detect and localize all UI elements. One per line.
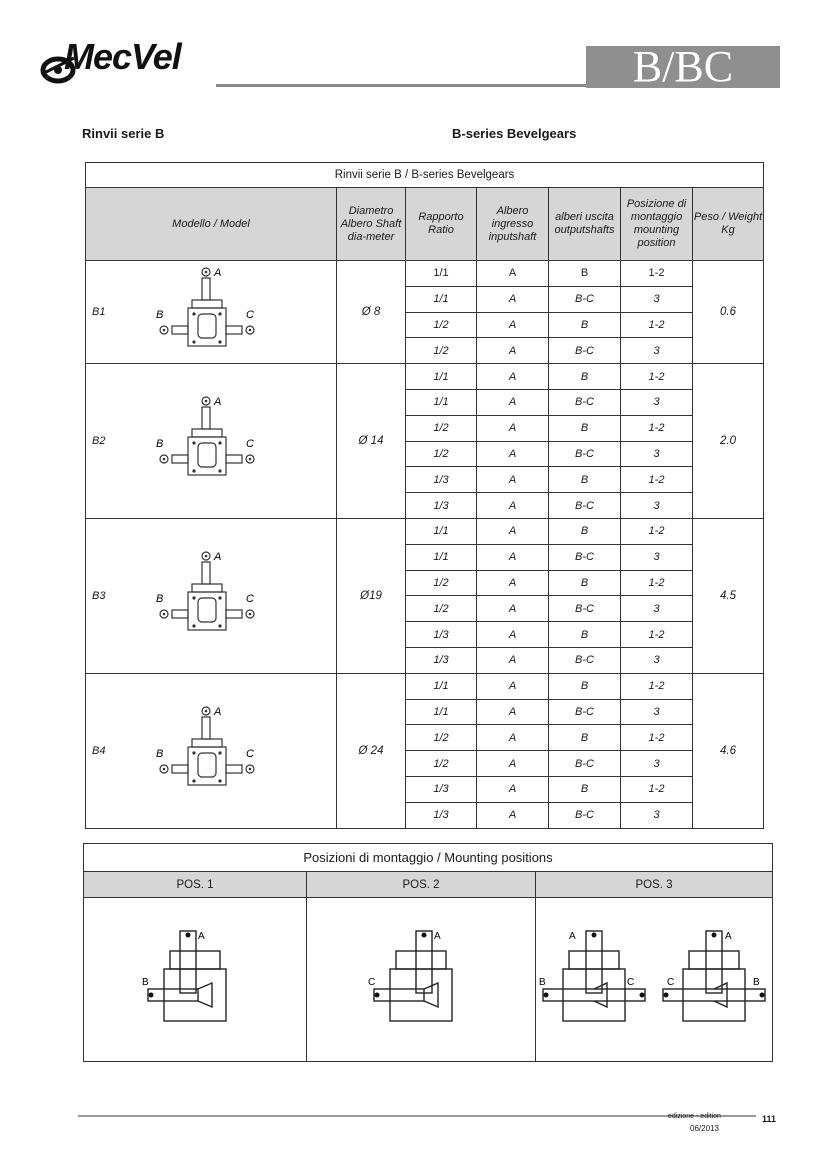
input-shaft-cell: A — [477, 261, 549, 287]
mounting-position-cell: 1-2 — [621, 622, 693, 648]
ratio-cell: 1/2 — [406, 415, 477, 441]
output-shafts-cell: B-C — [549, 389, 621, 415]
pos-3-diagram-cell — [536, 898, 773, 1062]
input-shaft-cell: A — [477, 338, 549, 364]
gearbox-drawing-icon — [152, 395, 262, 487]
subtitle-english: B-series Bevelgears — [452, 126, 577, 141]
mounting-position-cell: 1-2 — [621, 312, 693, 338]
shaft-diameter: Ø 14 — [337, 364, 406, 519]
pos-3-gearbox-diagrams — [539, 927, 769, 1027]
mounting-position-cell: 3 — [621, 802, 693, 828]
output-shafts-cell: B — [549, 415, 621, 441]
mounting-table — [83, 843, 773, 1062]
pos-3b-label-top: A — [725, 931, 732, 942]
ratio-cell: 1/1 — [406, 699, 477, 725]
header-input-shaft: Albero ingresso inputshaft — [477, 188, 549, 261]
ratio-cell: 1/2 — [406, 751, 477, 777]
output-shafts-cell: B-C — [549, 699, 621, 725]
section-code: B/BC — [586, 46, 780, 88]
pos-3b-label-left: C — [667, 977, 675, 988]
model-cell — [86, 673, 337, 828]
mounting-position-cell: 3 — [621, 544, 693, 570]
model-name: B4 — [92, 744, 106, 757]
mounting-position-cell: 3 — [621, 751, 693, 777]
header-mounting-position: Posizione di montaggio mounting position — [621, 188, 693, 261]
shaft-label: B — [156, 309, 164, 322]
page-number: 111 — [762, 1114, 777, 1124]
output-shafts-cell: B-C — [549, 338, 621, 364]
output-shafts-cell: B-C — [549, 751, 621, 777]
input-shaft-cell: A — [477, 286, 549, 312]
mounting-caption: Posizioni di montaggio / Mounting positions — [84, 844, 773, 872]
gearbox-drawing-icon — [152, 705, 262, 797]
mounting-position-cell: 3 — [621, 596, 693, 622]
mounting-position-cell: 1-2 — [621, 518, 693, 544]
model-name: B1 — [92, 306, 106, 319]
ratio-cell: 1/2 — [406, 312, 477, 338]
pos-3b-label-right: B — [753, 977, 760, 988]
pos-1-label-side: B — [142, 977, 149, 988]
mounting-position-cell: 3 — [621, 699, 693, 725]
pos-3a-label-left: B — [539, 977, 546, 988]
shaft-label: B — [156, 438, 164, 451]
ratio-cell: 1/1 — [406, 364, 477, 390]
shaft-label: A — [214, 705, 222, 718]
shaft-label: C — [246, 309, 254, 322]
input-shaft-cell: A — [477, 699, 549, 725]
shaft-label: B — [156, 747, 164, 760]
ratio-cell: 1/2 — [406, 596, 477, 622]
input-shaft-cell: A — [477, 673, 549, 699]
output-shafts-cell: B — [549, 673, 621, 699]
pos-2-label-top: A — [434, 931, 441, 942]
table-row — [86, 261, 764, 287]
input-shaft-cell: A — [477, 596, 549, 622]
output-shafts-cell: B — [549, 364, 621, 390]
ratio-cell: 1/2 — [406, 570, 477, 596]
ratio-cell: 1/3 — [406, 647, 477, 673]
pos-3-header: POS. 3 — [536, 872, 773, 898]
table-caption: Rinvii serie B / B-series Bevelgears — [86, 163, 764, 188]
shaft-label: A — [214, 396, 222, 409]
output-shafts-cell: B-C — [549, 647, 621, 673]
mounting-position-cell: 1-2 — [621, 673, 693, 699]
input-shaft-cell: A — [477, 544, 549, 570]
pos-1-label-top: A — [198, 931, 205, 942]
mounting-position-cell: 1-2 — [621, 261, 693, 287]
pos-1-header: POS. 1 — [84, 872, 307, 898]
header-output-shafts: alberi uscita outputshafts — [549, 188, 621, 261]
mounting-position-cell: 3 — [621, 338, 693, 364]
output-shafts-cell: B-C — [549, 493, 621, 519]
ratio-cell: 1/3 — [406, 622, 477, 648]
ratio-cell: 1/3 — [406, 802, 477, 828]
output-shafts-cell: B — [549, 518, 621, 544]
brand-name: MecVel — [64, 36, 181, 77]
ratio-cell: 1/3 — [406, 493, 477, 519]
input-shaft-cell: A — [477, 518, 549, 544]
header-weight: Peso / Weight Kg — [693, 188, 764, 261]
input-shaft-cell: A — [477, 622, 549, 648]
mounting-position-cell: 3 — [621, 647, 693, 673]
mounting-position-cell: 3 — [621, 493, 693, 519]
shaft-label: C — [246, 747, 254, 760]
output-shafts-cell: B-C — [549, 802, 621, 828]
header-rule — [216, 84, 586, 87]
mounting-position-cell: 1-2 — [621, 415, 693, 441]
output-shafts-cell: B — [549, 467, 621, 493]
input-shaft-cell: A — [477, 364, 549, 390]
model-name: B2 — [92, 435, 106, 448]
weight-cell: 4.5 — [693, 518, 764, 673]
weight-cell: 0.6 — [693, 261, 764, 364]
pos-1-gearbox-diagram — [140, 927, 250, 1027]
output-shafts-cell: B — [549, 725, 621, 751]
output-shafts-cell: B — [549, 312, 621, 338]
output-shafts-cell: B — [549, 570, 621, 596]
shaft-diameter: Ø 8 — [337, 261, 406, 364]
table-row — [86, 518, 764, 544]
output-shafts-cell: B-C — [549, 286, 621, 312]
pos-2-diagram-cell — [307, 898, 536, 1062]
input-shaft-cell: A — [477, 647, 549, 673]
shaft-diameter: Ø 24 — [337, 673, 406, 828]
ratio-cell: 1/3 — [406, 776, 477, 802]
ratio-cell: 1/1 — [406, 518, 477, 544]
pos-2-label-side: C — [368, 977, 376, 988]
ratio-cell: 1/2 — [406, 725, 477, 751]
ratio-cell: 1/1 — [406, 389, 477, 415]
ratio-cell: 1/3 — [406, 467, 477, 493]
input-shaft-cell: A — [477, 725, 549, 751]
spec-table — [85, 162, 764, 829]
header-diameter: Diametro Albero Shaft dia-meter — [337, 188, 406, 261]
mounting-position-cell: 1-2 — [621, 725, 693, 751]
input-shaft-cell: A — [477, 802, 549, 828]
output-shafts-cell: B-C — [549, 596, 621, 622]
header-ratio: Rapporto Ratio — [406, 188, 477, 261]
input-shaft-cell: A — [477, 493, 549, 519]
mounting-position-cell: 3 — [621, 389, 693, 415]
output-shafts-cell: B-C — [549, 441, 621, 467]
mounting-position-cell: 3 — [621, 286, 693, 312]
output-shafts-cell: B-C — [549, 544, 621, 570]
pos-1-diagram-cell — [84, 898, 307, 1062]
output-shafts-cell: B — [549, 776, 621, 802]
gearbox-drawing-icon — [152, 266, 262, 358]
mounting-position-cell: 1-2 — [621, 467, 693, 493]
table-row — [86, 673, 764, 699]
ratio-cell: 1/1 — [406, 286, 477, 312]
input-shaft-cell: A — [477, 441, 549, 467]
edition-date: 06/2013 — [690, 1124, 719, 1133]
ratio-cell: 1/2 — [406, 338, 477, 364]
input-shaft-cell: A — [477, 415, 549, 441]
shaft-label: B — [156, 592, 164, 605]
shaft-label: C — [246, 592, 254, 605]
header-model: Modello / Model — [86, 188, 337, 261]
weight-cell: 2.0 — [693, 364, 764, 519]
subtitle-italian: Rinvii serie B — [82, 126, 165, 141]
shaft-diameter: Ø19 — [337, 518, 406, 673]
weight-cell: 4.6 — [693, 673, 764, 828]
mounting-position-cell: 1-2 — [621, 364, 693, 390]
input-shaft-cell: A — [477, 389, 549, 415]
ratio-cell: 1/2 — [406, 441, 477, 467]
pos-3a-label-right: C — [627, 977, 635, 988]
pos-3a-label-top: A — [569, 931, 576, 942]
table-row — [86, 364, 764, 390]
model-cell — [86, 364, 337, 519]
pos-2-header: POS. 2 — [307, 872, 536, 898]
ratio-cell: 1/1 — [406, 261, 477, 287]
model-name: B3 — [92, 589, 106, 602]
model-cell — [86, 261, 337, 364]
input-shaft-cell: A — [477, 312, 549, 338]
shaft-label: A — [214, 267, 222, 280]
footer-rule — [78, 1115, 756, 1117]
shaft-label: C — [246, 438, 254, 451]
model-cell — [86, 518, 337, 673]
input-shaft-cell: A — [477, 751, 549, 777]
input-shaft-cell: A — [477, 570, 549, 596]
mounting-position-cell: 1-2 — [621, 776, 693, 802]
ratio-cell: 1/1 — [406, 673, 477, 699]
input-shaft-cell: A — [477, 467, 549, 493]
output-shafts-cell: B — [549, 261, 621, 287]
shaft-label: A — [214, 550, 222, 563]
ratio-cell: 1/1 — [406, 544, 477, 570]
pos-2-gearbox-diagram — [366, 927, 476, 1027]
input-shaft-cell: A — [477, 776, 549, 802]
output-shafts-cell: B — [549, 622, 621, 648]
edition-label: edizione - edition — [668, 1113, 721, 1120]
gearbox-drawing-icon — [152, 550, 262, 642]
mounting-position-cell: 3 — [621, 441, 693, 467]
mounting-position-cell: 1-2 — [621, 570, 693, 596]
